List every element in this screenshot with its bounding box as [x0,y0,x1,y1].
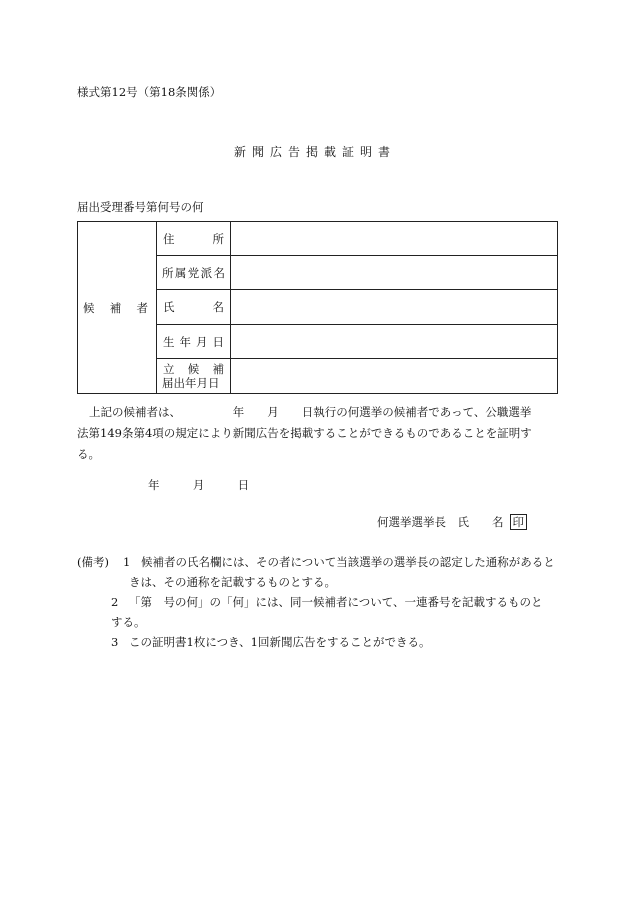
birthdate-value[interactable] [231,325,558,359]
certification-text: 上記の候補者は、 年 月 日執行の何選挙の候補者であって、公職選挙 法第149条第4項の規定により新聞広告を掲載することができるものであることを証明す る。 [77,405,532,461]
address-value[interactable] [231,222,558,256]
name-label: 氏 名 [157,290,231,325]
filing-date-value[interactable] [231,359,558,394]
address-label: 住 所 [157,222,231,256]
name-value[interactable] [231,290,558,325]
note-item: (備考) 1 候補者の氏名欄には、その者について当該選挙の選挙長の認定した通称があると [77,555,555,569]
receipt-number: 届出受理番号第何号の何 [77,200,204,214]
issue-date: 年 月 日 [148,478,250,492]
notes: (備考) 1 候補者の氏名欄には、その者について当該選挙の選挙長の認定した通称があると きは、その通称を記載するものとする。 2 「第 号の何」の「何」には、同一候補者について、一連番号を記載するものと する。 3 この証明書1枚につき、1回新聞広告をすることができる。 [77,552,561,652]
signer-label: 何選挙選挙長 氏 名 [377,515,504,529]
signature-line [377,514,527,530]
candidate-table [77,221,558,394]
birthdate-label: 生 年 月 日 [157,325,231,359]
form-number: 様式第12号（第18条関係） [77,85,222,99]
filing-date-label: 立 候 補 届出年月日 [157,359,231,394]
note-item: 3 この証明書1枚につき、1回新聞広告をすることができる。 [111,635,431,649]
candidate-group-label: 候 補 者 [78,222,157,394]
document-title: 新聞広告掲載証明書 [233,145,396,159]
party-value[interactable] [231,256,558,290]
seal-mark: 印 [510,514,528,530]
party-label: 所 属 党 派 名 [157,256,231,290]
note-item: 2 「第 号の何」の「何」には、同一候補者について、一連番号を記載するものと [111,595,543,609]
